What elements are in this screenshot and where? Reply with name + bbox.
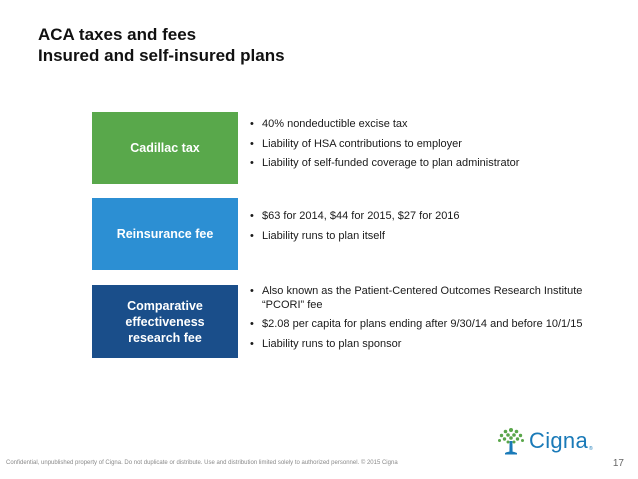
title-line-1: ACA taxes and fees bbox=[38, 25, 197, 44]
cigna-logo bbox=[496, 426, 593, 456]
reinsurance-fee-bullets bbox=[250, 210, 590, 249]
cadillac-tax-label: Cadillac tax bbox=[130, 141, 200, 155]
reinsurance-fee-box bbox=[92, 198, 238, 270]
bullet-item: • Liability runs to plan itself bbox=[250, 230, 590, 244]
reinsurance-fee-label: Reinsurance fee bbox=[116, 227, 214, 241]
cigna-wordmark: Cigna bbox=[529, 428, 588, 453]
slide-title bbox=[38, 24, 285, 66]
confidential-footer: Confidential, unpublished property of Cigna. Do not duplicate or distribute. Use and distribution limited solely to authorized personnel. © 2015 Cigna bbox=[6, 460, 398, 466]
comparative-effectiveness-label: Comparative effectiveness research fee bbox=[125, 298, 205, 345]
bullet-item: • $63 for 2014, $44 for 2015, $27 for 2016 bbox=[250, 210, 590, 224]
page-number: 17 bbox=[612, 458, 624, 469]
registered-mark: ® bbox=[588, 446, 593, 452]
bullet-item: • Liability of self-funded coverage to plan administrator bbox=[250, 157, 590, 171]
bullet-item: • Liability runs to plan sponsor bbox=[250, 338, 590, 352]
cadillac-tax-bullets bbox=[250, 118, 590, 177]
bullet-item: • 40% nondeductible excise tax bbox=[250, 118, 590, 132]
bullet-item: • Liability of HSA contributions to employer bbox=[250, 138, 590, 152]
comparative-effectiveness-bullets bbox=[250, 285, 590, 357]
bullet-item: • Also known as the Patient-Centered Outcomes Research Institute “PCORI” fee bbox=[250, 285, 590, 312]
cadillac-tax-box bbox=[92, 112, 238, 184]
title-line-2: Insured and self-insured plans bbox=[38, 46, 285, 65]
bullet-item: • $2.08 per capita for plans ending after 9/30/14 and before 10/1/15 bbox=[250, 318, 590, 332]
tree-of-life-icon bbox=[496, 426, 526, 456]
comparative-effectiveness-box bbox=[92, 285, 238, 358]
